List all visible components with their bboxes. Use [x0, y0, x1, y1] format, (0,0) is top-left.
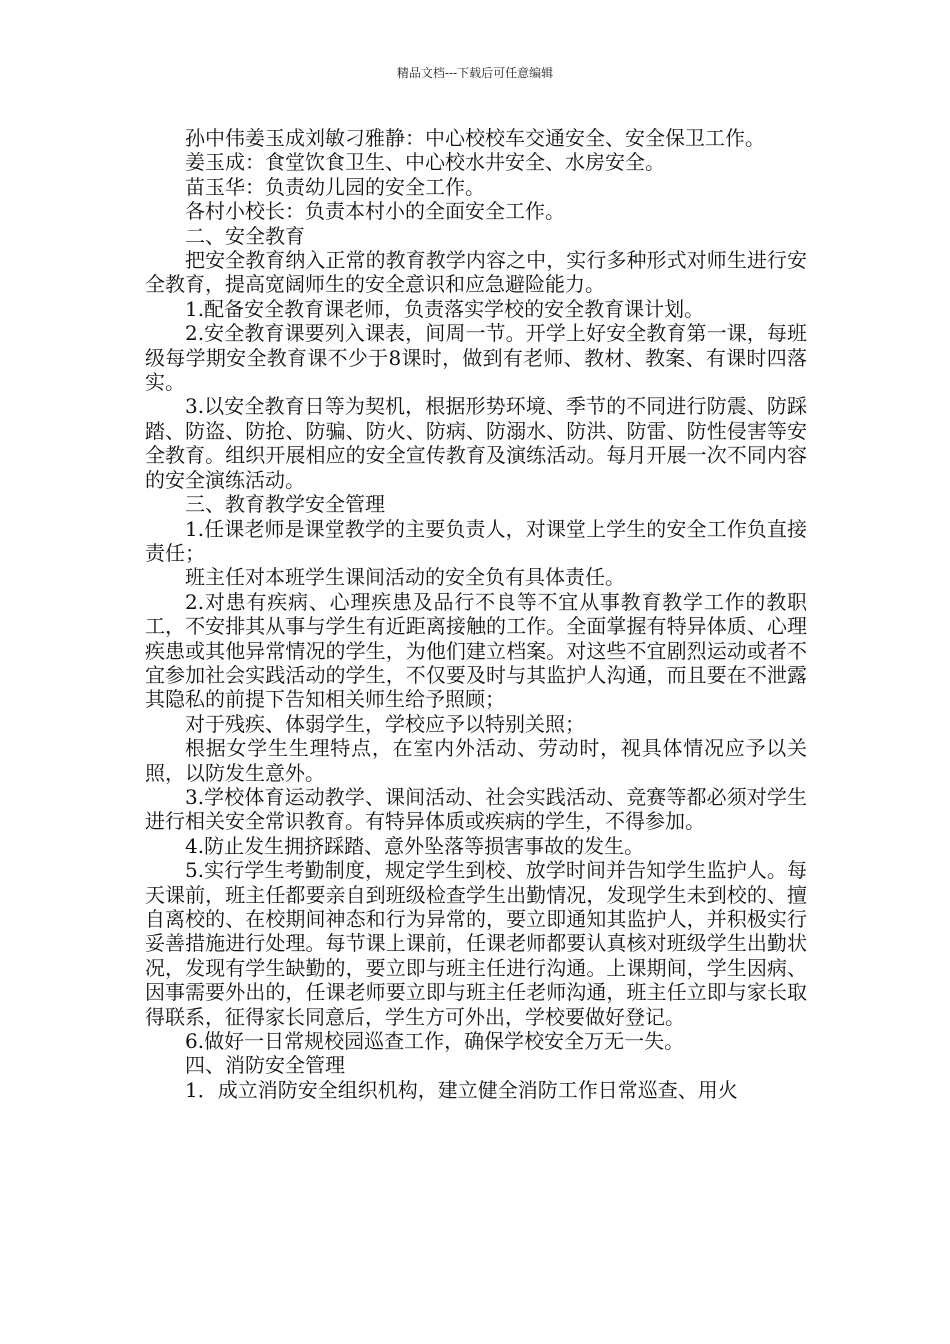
list-item: 2.安全教育课要列入课表，间周一节。开学上好安全教育第一课，每班级每学期安全教育课不少于8课时，做到有老师、教材、教案、有课时四落实。 — [145, 321, 807, 395]
list-item: 3.学校体育运动教学、课间活动、社会实践活动、竞赛等都必须对学生进行相关安全常识教育。有特异体质或疾病的学生，不得参加。 — [145, 784, 807, 834]
paragraph: 苗玉华：负责幼儿园的安全工作。 — [185, 174, 485, 199]
list-item: 1.配备安全教育课老师，负责落实学校的安全教育课计划。 — [185, 296, 705, 321]
paragraph: 根据女学生生理特点，在室内外活动、劳动时，视具体情况应予以关照，以防发生意外。 — [145, 736, 807, 785]
list-item: 1.任课老师是课堂教学的主要负责人，对课堂上学生的安全工作负直接责任； — [145, 516, 807, 565]
paragraph: 班主任对本班学生课间活动的安全负有具体责任。 — [185, 565, 625, 590]
paragraph: 把安全教育纳入正常的教育教学内容之中，实行多种形式对师生进行安全教育，提高宽阔师生的安全意识和应急避险能力。 — [145, 248, 807, 297]
list-item: 5.实行学生考勤制度，规定学生到校、放学时间并告知学生监护人。每天课前，班主任都要亲自到班级检查学生出勤情况，发现学生未到校的、擅自离校的、在校期间神态和行为异常的，要立即通知其监护人，并积极实行妥善措施进行处理。每节课上课前，任课老师都要认真核对班级学生出勤状况，发现有学生缺勤的，要立即与班主任进行沟通。上课期间，学生因病、因事需要外出的，任课老师要立即与班主任老师沟通，班主任立即与家长取得联系，征得家长同意后，学生方可外出，学校要做好登记。 — [145, 858, 807, 1029]
paragraph: 姜玉成：食堂饮食卫生、中心校水井安全、水房安全。 — [185, 150, 665, 175]
list-item: 2.对患有疾病、心理疾患及品行不良等不宜从事教育教学工作的教职工，不安排其从事与学生有近距离接触的工作。全面掌握有特异体质、心理疾患或其他异常情况的学生，为他们建立档案。对这些不宜剧烈运动或者不宜参加社会实践活动的学生，不仅要及时与其监护人沟通，而且要在不泄露其隐私的前提下告知相关师生给予照顾； — [145, 589, 807, 712]
page-header: 精品文档---下载后可任意编辑 — [396, 66, 554, 80]
list-item: 6.做好一日常规校园巡查工作，确保学校安全万无一失。 — [185, 1029, 685, 1054]
paragraph: 各村小校长：负责本村小的全面安全工作。 — [185, 199, 565, 224]
document-body — [145, 126, 807, 1102]
list-item: 3.以安全教育日等为契机，根据形势环境、季节的不同进行防震、防踩踏、防盗、防抢、防骗、防火、防病、防溺水、防洪、防雷、防性侵害等安全教育。组织开展相应的安全宣传教育及演练活动。每月开展一次不同内容的安全演练活动。 — [145, 394, 807, 492]
section-heading: 三、教育教学安全管理 — [185, 492, 385, 517]
section-heading: 四、消防安全管理 — [185, 1053, 345, 1078]
paragraph: 孙中伟姜玉成刘敏刁雅静：中心校校车交通安全、安全保卫工作。 — [185, 126, 765, 150]
section-heading: 二、安全教育 — [185, 223, 305, 248]
list-item: 1．成立消防安全组织机构，建立健全消防工作日常巡查、用火 — [185, 1077, 738, 1102]
paragraph: 对于残疾、体弱学生，学校应予以特别关照； — [185, 711, 585, 736]
list-item: 4.防止发生拥挤踩踏、意外坠落等损害事故的发生。 — [185, 833, 645, 858]
